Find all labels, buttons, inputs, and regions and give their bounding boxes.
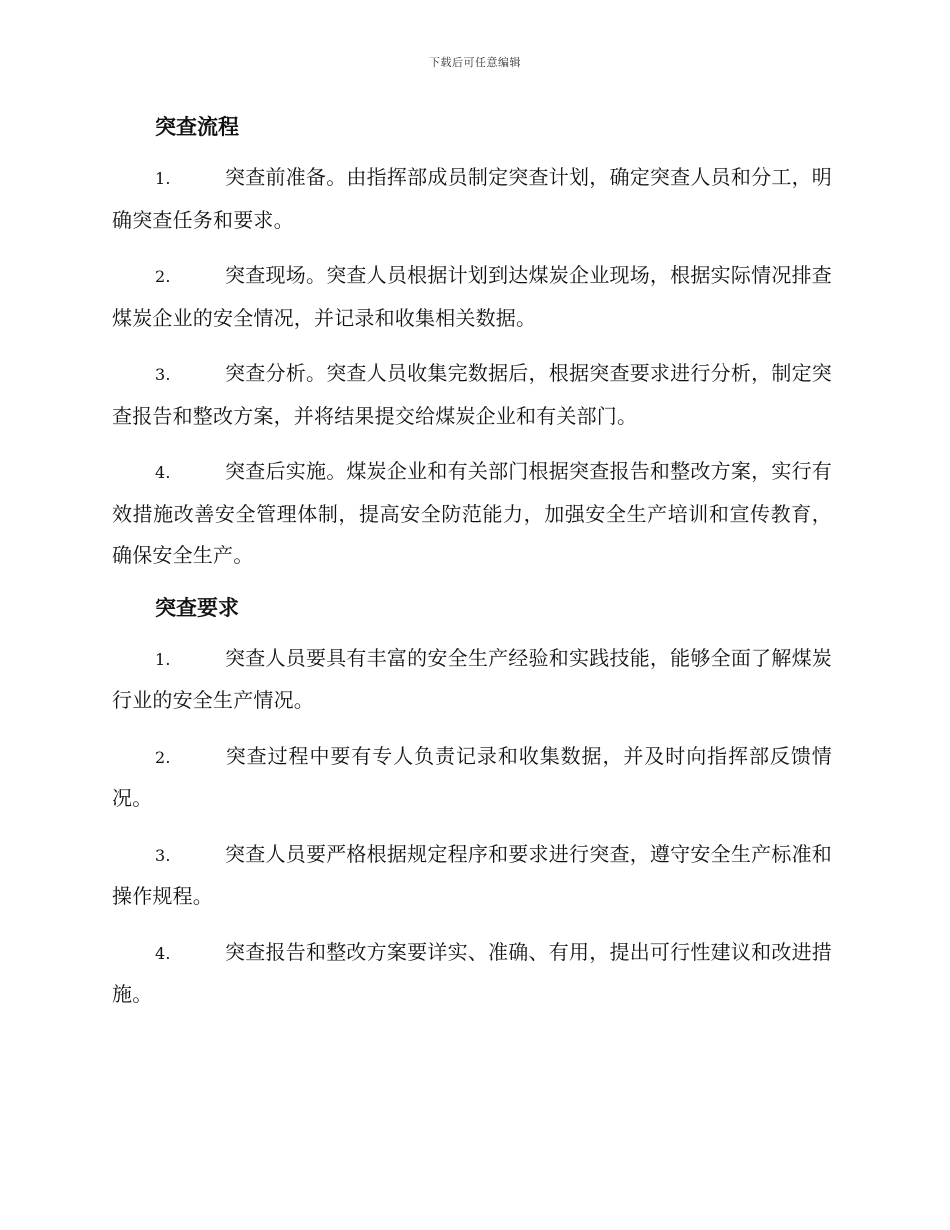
item-number: 3. [155,365,171,384]
item-text: 突查后实施。煤炭企业和有关部门根据突查报告和整改方案，实行有效措施改善安全管理体制，提高安全防范能力，加强安全生产培训和宣传教育，确保安全生产。 [112,459,832,567]
requirement-item-1 [112,638,832,722]
item-text: 突查报告和整改方案要详实、准确、有用，提出可行性建议和改进措施。 [112,939,832,1006]
item-number: 3. [155,845,171,865]
item-text: 突查过程中要有专人负责记录和收集数据，并及时向指挥部反馈情况。 [112,743,832,810]
item-text: 突查分析。突查人员收集完数据后，根据突查要求进行分析，制定突查报告和整改方案，并将结果提交给煤炭企业和有关部门。 [112,361,832,428]
process-item-1 [112,157,832,241]
header-note: 下载后可任意编辑 [429,56,521,69]
item-number: 4. [155,943,171,963]
process-item-2 [112,255,832,339]
requirement-item-2 [112,736,832,820]
requirement-item-4 [112,932,832,1016]
section-heading-process: 突查流程 [155,114,239,139]
section-heading-requirements: 突查要求 [155,594,239,620]
item-number: 2. [155,267,171,286]
item-text: 突查现场。突查人员根据计划到达煤炭企业现场，根据实际情况排查煤炭企业的安全情况，并记录和收集相关数据。 [112,263,832,330]
requirement-item-3 [112,834,832,918]
item-number: 1. [155,169,171,188]
process-item-4 [112,451,832,577]
item-text: 突查人员要具有丰富的安全生产经验和实践技能，能够全面了解煤炭行业的安全生产情况。 [112,645,832,712]
item-number: 1. [155,649,171,669]
item-text: 突查人员要严格根据规定程序和要求进行突查，遵守安全生产标准和操作规程。 [112,841,832,908]
item-number: 2. [155,747,171,767]
process-item-3 [112,353,832,437]
item-text: 突查前准备。由指挥部成员制定突查计划，确定突查人员和分工，明确突查任务和要求。 [112,165,832,232]
document-body [112,110,832,1030]
item-number: 4. [155,463,171,482]
